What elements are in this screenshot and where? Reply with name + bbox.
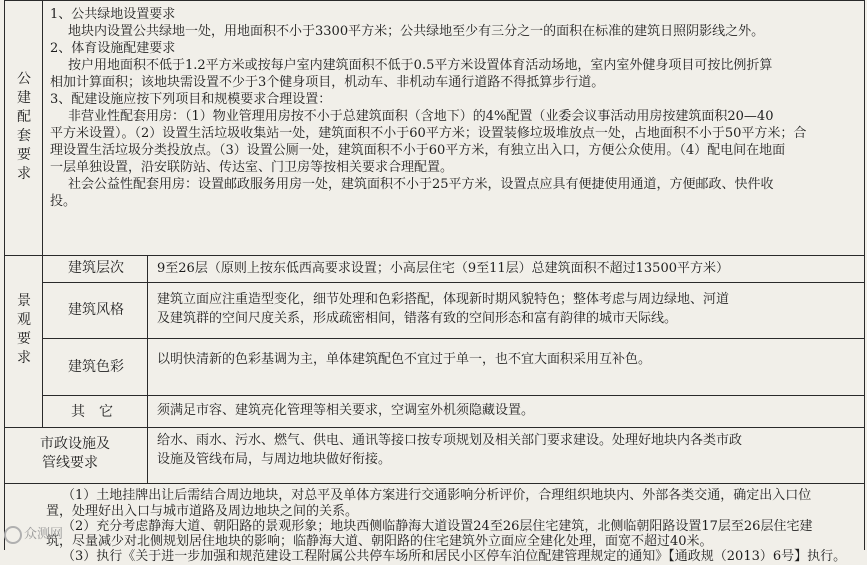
watermark-text: 众测网 [24, 527, 64, 542]
row-divider [4, 427, 865, 428]
watermark-logo-icon [4, 526, 22, 544]
row-divider [42, 395, 865, 396]
text-line: 相加计算面积；该地块需设置不少于3个健身项目，机动车、非机动车通行道路不得抵算步行道。 [50, 75, 605, 90]
row-value-building-height: 9至26层（原则上按东低西高要求设置；小高层住宅（9至11层）总建筑面积不超过13500平方米） [157, 261, 729, 276]
label-column-divider [42, 0, 43, 427]
text-line: 平方米设置）。（2）设置生活垃圾收集站一处，建筑面积不小于60平方米；设置装修垃圾堆放点一处，占地面积不小于50平方米；合 [50, 126, 807, 141]
text-line: 理设置生活垃圾分类投放点。（3）设置公厕一处，建筑面积不小于60平方米，有独立出入口，方便公众使用。（4）配电间在地面 [50, 143, 786, 158]
traffic-text-line: （3）执行《关于进一步加强和规范建设工程附属公共停车场所和居民小区停车泊位配建管理规定的通知》【通政规（2013）6号】执行。 [62, 549, 847, 564]
text-line: 社会公益性配套用房：设置邮政服务用房一处，建筑面积不小于25平方米，设置点应具有便捷使用通道，方便邮政、快件收 [68, 177, 774, 192]
section-label-landscape: 景观要求 [17, 293, 31, 366]
traffic-text-line: 置，处理好出入口与城市道路及周边地块之间的关系。 [46, 504, 359, 519]
traffic-text-line: （2）充分考虑静海大道、朝阳路的景观形象；地块西侧临静海大道设置24至26层住宅建筑，北侧临朝阳路设置17层至26层住宅建 [62, 519, 813, 534]
row-label-building-height: 建筑层次 [68, 260, 124, 276]
text-line: 1、公共绿地设置要求 [50, 7, 176, 22]
municipal-text-line: 给水、雨水、污水、燃气、供电、通讯等接口按专项规划及相关部门要求建设。处理好地块内各类市政 [157, 433, 743, 448]
traffic-text-line: 筑，尽量减少对北侧规划居住地块的影响；临静海大道、朝阳路的住宅建筑外立面应全建化处理，面宽不超过40米。 [46, 534, 713, 549]
traffic-text-line: （1）土地挂牌出让后需结合周边地块，对总平及单体方案进行交通影响分析评价，合理组织地块内、外部各类交通，确定出入口位 [62, 488, 812, 503]
table-border-top [4, 0, 865, 1]
section-label-municipal-line1: 市政设施及 [40, 436, 110, 452]
row-label-other: 其 它 [71, 404, 113, 420]
row-divider [4, 255, 865, 256]
text-line: 2、体育设施配建要求 [50, 41, 176, 56]
row-divider [42, 282, 865, 283]
row-value-building-style: 建筑立面应注重造型变化，细节处理和色彩搭配，体现新时期风貌特色；整体考虑与周边绿地、河道 [157, 292, 730, 307]
text-line: 3、配建设施应按下列项目和规模要求合理设置： [50, 92, 332, 107]
subcolumn-divider [147, 255, 148, 483]
row-value-other: 须满足市容、建筑亮化管理等相关要求，空调室外机须隐藏设置。 [157, 403, 535, 418]
municipal-text-line: 设施及管线布局，与周边地块做好衔接。 [157, 452, 392, 467]
text-line: 一层单独设置，沿安联防站、传达室、门卫房等按相关要求合理配置。 [50, 160, 454, 175]
table-border-right [864, 0, 865, 550]
text-line: 地块内设置公共绿地一处，用地面积不小于3300平方米；公共绿地至少有三分之一的面积在标准的建筑日照阴影线之外。 [68, 24, 765, 39]
row-value-building-color: 以明快清新的色彩基调为主，单体建筑配色不宜过于单一，也不宜大面积采用互补色。 [157, 352, 652, 367]
watermark [4, 524, 64, 546]
section-label-public-facilities: 公建配套要求 [17, 71, 31, 182]
table-border-left [4, 0, 5, 550]
text-line: 投。 [50, 194, 77, 209]
row-divider [42, 338, 865, 339]
row-label-building-color: 建筑色彩 [68, 359, 124, 375]
text-line: 按户用地面积不低于1.2平方米或按每户室内建筑面积不低于0.5平方米设置体育活动场地，室内室外健身项目可按比例折算 [68, 58, 773, 73]
row-value-building-style: 及建筑群的空间尺度关系，形成疏密相间，错落有致的空间形态和富有韵律的城市天际线。 [157, 311, 678, 326]
row-divider [4, 483, 865, 484]
section-label-municipal-line2: 管线要求 [42, 455, 98, 471]
text-line: 非营业性配套用房：（1）物业管理用房按不小于总建筑面积（含地下）的4%配置（业委会议事活动用房按建筑面积20—40 [68, 109, 774, 124]
row-label-building-style: 建筑风格 [68, 302, 124, 318]
